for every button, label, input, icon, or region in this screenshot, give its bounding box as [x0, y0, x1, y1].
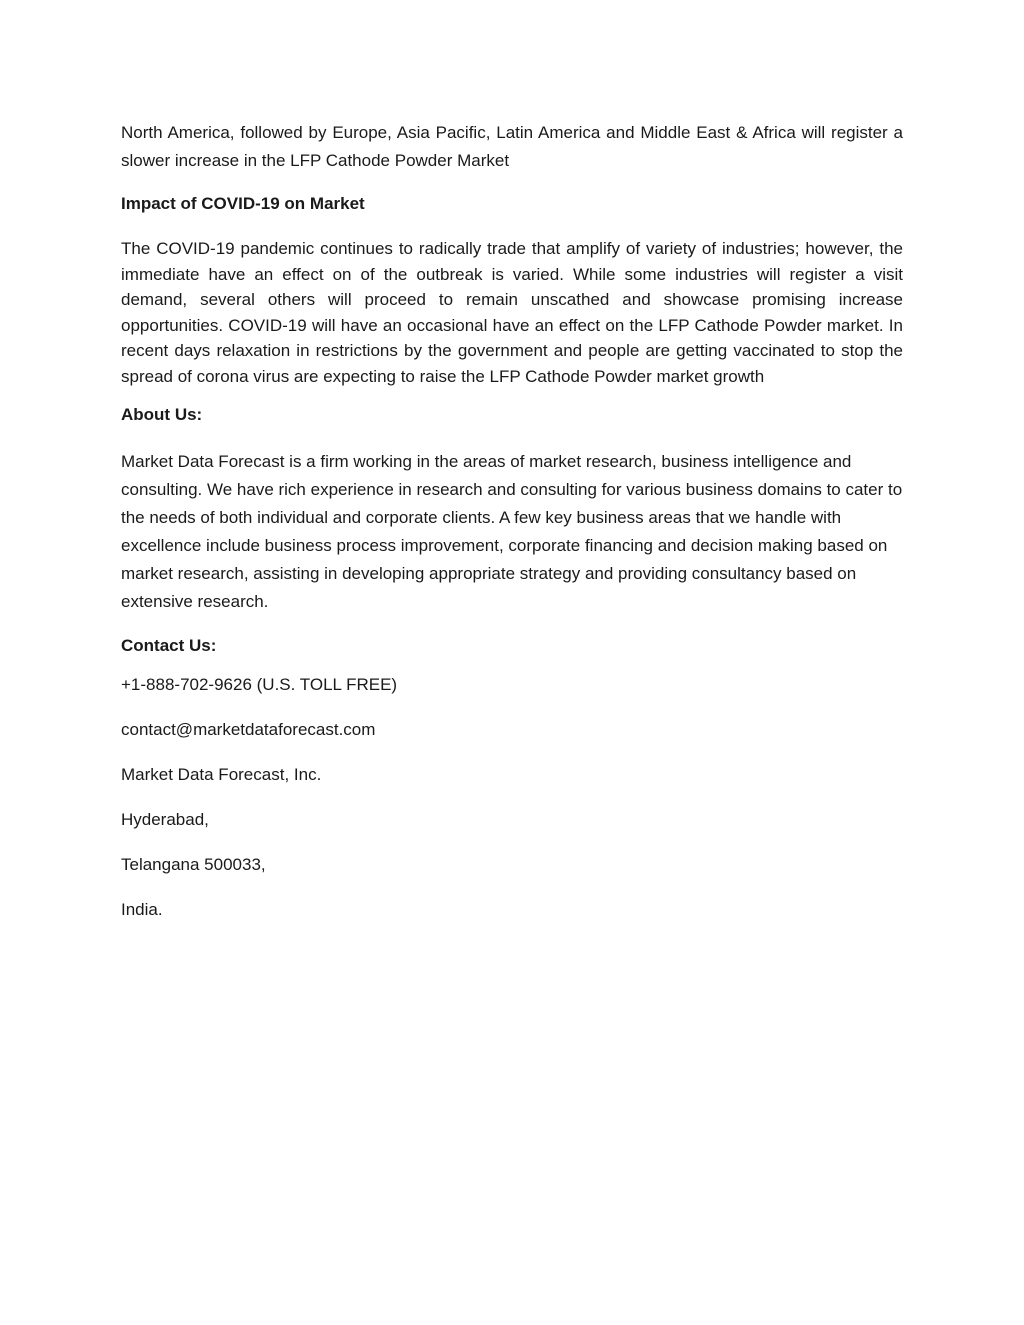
contact-state: Telangana 500033,: [121, 854, 266, 874]
covid-paragraph: The COVID-19 pandemic continues to radically trade that amplify of variety of industries; however, the immediate have an effect on of the outbreak is varied. While some industries will register a visit demand, several others will proceed to remain unscathed and showcase promising increase opportunities. COVID-19 will have an occasional have an effect on the LFP Cathode Powder market. In recent days relaxation in restrictions by the government and people are getting vaccinated to stop the spread of corona virus are expecting to raise the LFP Cathode Powder market growth: [121, 239, 903, 386]
contact-phone: +1-888-702-9626 (U.S. TOLL FREE): [121, 674, 398, 694]
contact-country: India.: [121, 899, 163, 919]
about-paragraph: Market Data Forecast is a firm working in the areas of market research, business intelligence and consulting. We have rich experience in research and consulting for various business domains to cater to the needs of both individual and corporate clients. A few key business areas that we handle with excellence include business process improvement, corporate financing and decision making based on market research, assisting in developing appropriate strategy and providing consultancy based on extensive research.: [121, 451, 903, 611]
contact-email: contact@marketdataforecast.com: [121, 719, 376, 739]
document-page: [121, 119, 903, 922]
contact-company: Market Data Forecast, Inc.: [121, 764, 322, 784]
covid-heading: Impact of COVID-19 on Market: [121, 194, 365, 213]
about-heading: About Us:: [121, 404, 203, 424]
contact-heading: Contact Us:: [121, 635, 217, 655]
intro-paragraph: North America, followed by Europe, Asia Pacific, Latin America and Middle East & Africa will register a slower increase in the LFP Cathode Powder Market: [121, 123, 903, 170]
contact-city: Hyderabad,: [121, 809, 209, 829]
